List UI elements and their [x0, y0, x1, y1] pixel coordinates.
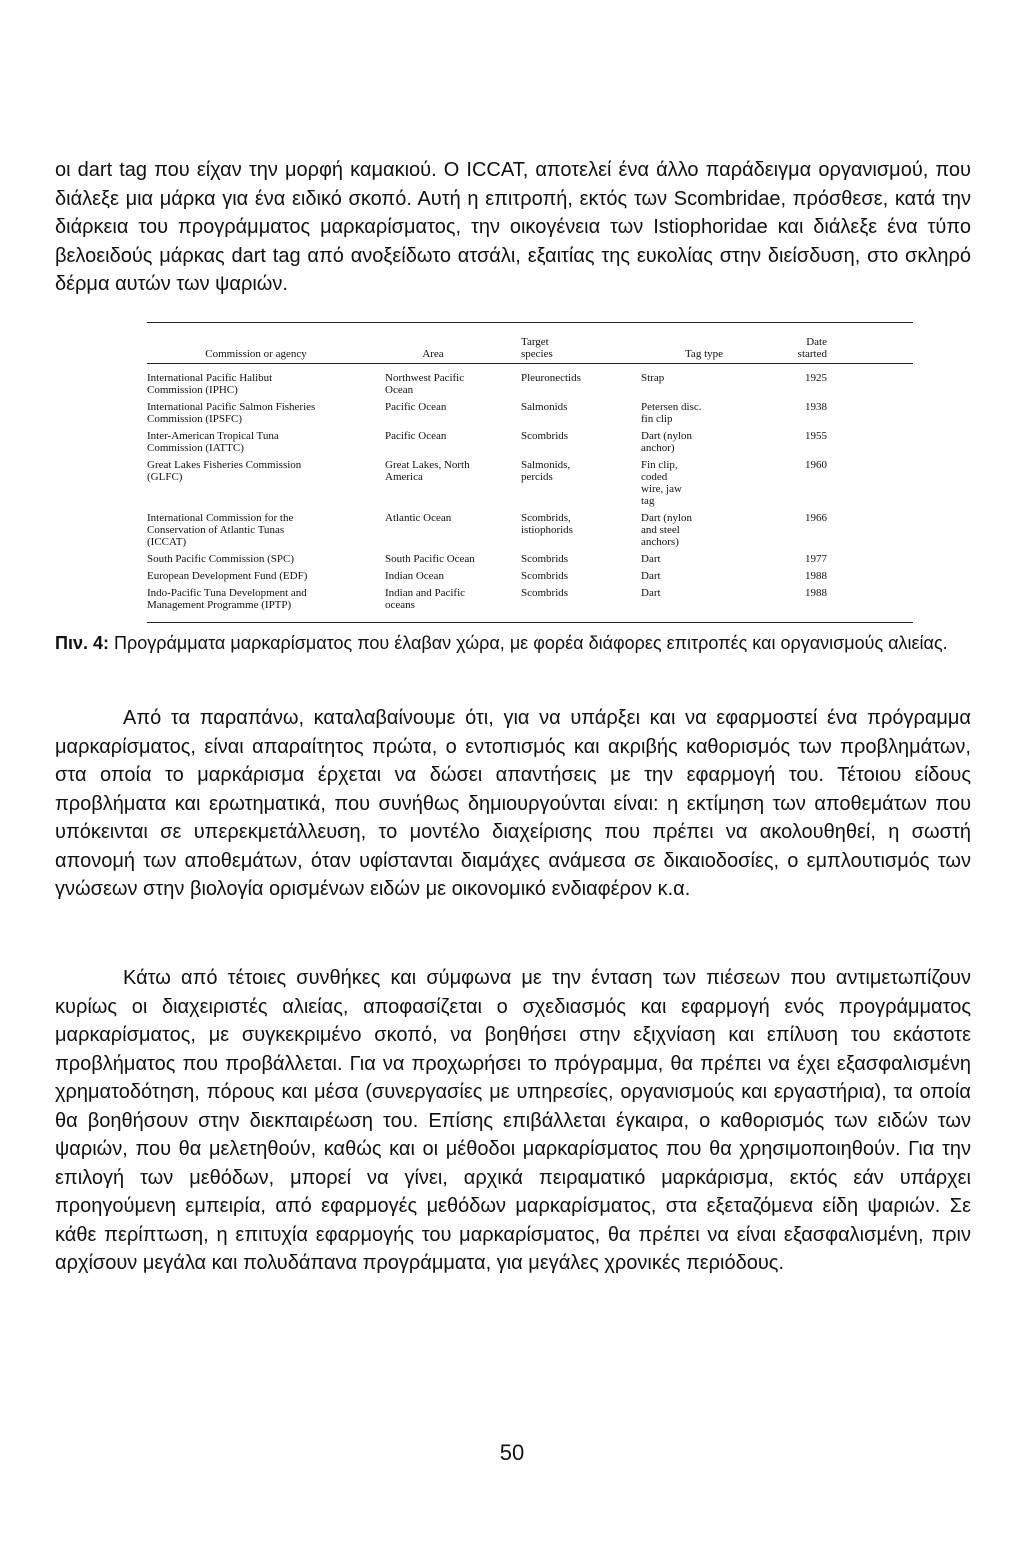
cell-area: Indian Ocean [385, 570, 444, 582]
cell-species: Pleuronectids [521, 372, 581, 384]
cell-tag-type: Dart [641, 587, 661, 599]
cell-species: Scombrids [521, 553, 569, 565]
cell-agency: International Pacific Halibut Commission (IPHC) [147, 372, 273, 396]
cell-tag-type: Dart [641, 553, 661, 565]
body-paragraph-2: Από τα παραπάνω, καταλαβαίνουμε ότι, για να υπάρξει και να εφαρμοστεί ένα πρόγραμμα μαρκαρίσματος, είναι απαραίτητος πρώτα, ο εντοπισμός και ακριβής καθορισμός των προβλημάτων, στα οποία το μαρκάρισμα έρχεται να δώσει απαντήσεις με την εφαρμογή του. Τέτοιου είδους προβλήματα και ερωτηματικά, που συνήθως δημιουργούνται είναι: η εκτίμηση των αποθεμάτων που υπόκεινται σε υπερεκμετάλλευση, το μοντέλο διαχείρισης που πρέπει να ακολουθηθεί, η σωστή απονομή των αποθεμάτων, όταν υφίστανται διαμάχες ανάμεσα σε δικαιοδοσίες, ο εμπλουτισμός των γνώσεων στην βιολογία ορισμένων ειδών με οικονομικό ενδιαφέρον κ.α. [55, 707, 971, 900]
cell-agency: South Pacific Commission (SPC) [147, 553, 294, 565]
cell-year: 1938 [805, 401, 827, 413]
cell-area: Indian and Pacific oceans [385, 587, 466, 611]
table-row [147, 570, 913, 582]
caption-text: Προγράμματα μαρκαρίσματος που έλαβαν χώρα, με φορέα διάφορες επιτροπές και οργανισμούς αλιείας. [109, 633, 948, 653]
cell-species: Scombrids [521, 430, 569, 442]
tagging-programs-table [147, 322, 913, 623]
table-caption [55, 632, 971, 655]
cell-agency: Inter-American Tropical Tuna Commission (IATTC) [147, 430, 279, 454]
table-row [147, 430, 913, 454]
cell-area: South Pacific Ocean [385, 553, 475, 565]
cell-year: 1977 [805, 553, 827, 565]
body-paragraph-3: Κάτω από τέτοιες συνθήκες και σύμφωνα με την ένταση των πιέσεων που αντιμετωπίζουν κυρίως οι διαχειριστές αλιείας, αποφασίζεται ο σχεδιασμός και εφαρμογή ενός προγράμματος μαρκαρίσματος, με συγκεκριμένο σκοπό, να βοηθήσει στην εξιχνίαση και επίλυση του εκάστοτε προβλήματος που προβάλλεται. Για να προχωρήσει το πρόγραμμα, θα πρέπει να έχει εξασφαλισμένη χρηματοδότηση, πόρους και μέσα (συνεργασίες με υπηρεσίες, οργανισμούς και εργαστήρια), τα οποία θα βοηθήσουν στην διεκπαιρέωση του. Επίσης επιβάλλεται έγκαιρα, ο καθορισμός των ειδών των ψαριών, που θα μελετηθούν, καθώς και οι μέθοδοι μαρκαρίσματος που θα χρησιμοποιηθούν. Για την επιλογή των μεθόδων, μπορεί να γίνει, αρχικά πειραματικό μαρκάρισμα, εκτός εάν υπάρχει προηγούμενη εμπειρία, από εφαρμογές μεθόδων μαρκαρίσματος, στα εξεταζόμενα είδη ψαριών. Σε κάθε περίπτωση, η επιτυχία εφαρμογής του μαρκαρίσματος, θα πρέπει να είναι εξασφαλισμένη, πριν αρχίσουν μεγάλα και πολυδάπανα προγράμματα, για μεγάλες χρονικές περιόδους. [55, 967, 971, 1274]
cell-area: Great Lakes, North America [385, 459, 470, 483]
cell-tag-type: Strap [641, 372, 665, 384]
cell-species: Scombrids, istiophorids [521, 512, 573, 536]
cell-tag-type: Petersen disc. fin clip [641, 401, 702, 425]
header-date-started: Date started [797, 336, 827, 360]
cell-tag-type: Dart [641, 570, 661, 582]
table-row [147, 512, 913, 548]
table-row [147, 587, 913, 611]
table-header-row [147, 322, 913, 364]
intro-paragraph: οι dart tag που είχαν την μορφή καμακιού. O ICCAT, αποτελεί ένα άλλο παράδειγμα οργανισμού, που διάλεξε μια μάρκα για ένα ειδικό σκοπό. Αυτή η επιτροπή, εκτός των Scombridae, πρόσθεσε, κατά την διάρκεια του προγράμματος μαρκαρίσματος, την οικογένεια των Istiophoridae και διάλεξε ένα τύπο βελοειδούς μάρκας dart tag από ανοξείδωτο ατσάλι, εξαιτίας της ευκολίας στην διείσδυση, στο σκληρό δέρμα αυτών των ψαριών. [55, 159, 971, 295]
page-number: 50 [499, 1440, 525, 1465]
caption-label: Πιν. 4: [55, 633, 110, 653]
table-body [147, 364, 913, 623]
header-species: Target species [521, 336, 553, 360]
cell-species: Scombrids [521, 570, 569, 582]
cell-tag-type: Dart (nylon anchor) [641, 430, 693, 454]
header-area: Area [422, 348, 444, 360]
cell-year: 1988 [805, 570, 827, 582]
table-row [147, 372, 913, 396]
cell-agency: International Commission for the Conservation of Atlantic Tunas (ICCAT) [147, 512, 294, 548]
cell-area: Pacific Ocean [385, 401, 447, 413]
cell-species: Salmonids, percids [521, 459, 571, 483]
header-agency: Commission or agency [205, 348, 307, 360]
cell-year: 1966 [805, 512, 827, 524]
cell-area: Northwest Pacific Ocean [385, 372, 465, 396]
cell-agency: Great Lakes Fisheries Commission (GLFC) [147, 459, 302, 483]
cell-area: Pacific Ocean [385, 430, 447, 442]
cell-agency: International Pacific Salmon Fisheries Commission (IPSFC) [147, 401, 316, 425]
cell-year: 1960 [805, 459, 827, 471]
cell-species: Scombrids [521, 587, 569, 599]
cell-year: 1955 [805, 430, 827, 442]
table-row [147, 401, 913, 425]
cell-agency: Indo-Pacific Tuna Development and Management Programme (IPTP) [147, 587, 307, 611]
cell-year: 1925 [805, 372, 827, 384]
table-row [147, 459, 913, 507]
cell-species: Salmonids [521, 401, 568, 413]
cell-tag-type: Dart (nylon and steel anchors) [641, 512, 693, 548]
table-row [147, 553, 913, 565]
cell-agency: European Development Fund (EDF) [147, 570, 308, 582]
cell-tag-type: Fin clip, coded wire, jaw tag [641, 459, 682, 507]
cell-year: 1988 [805, 587, 827, 599]
cell-area: Atlantic Ocean [385, 512, 452, 524]
header-tag-type: Tag type [684, 348, 724, 360]
